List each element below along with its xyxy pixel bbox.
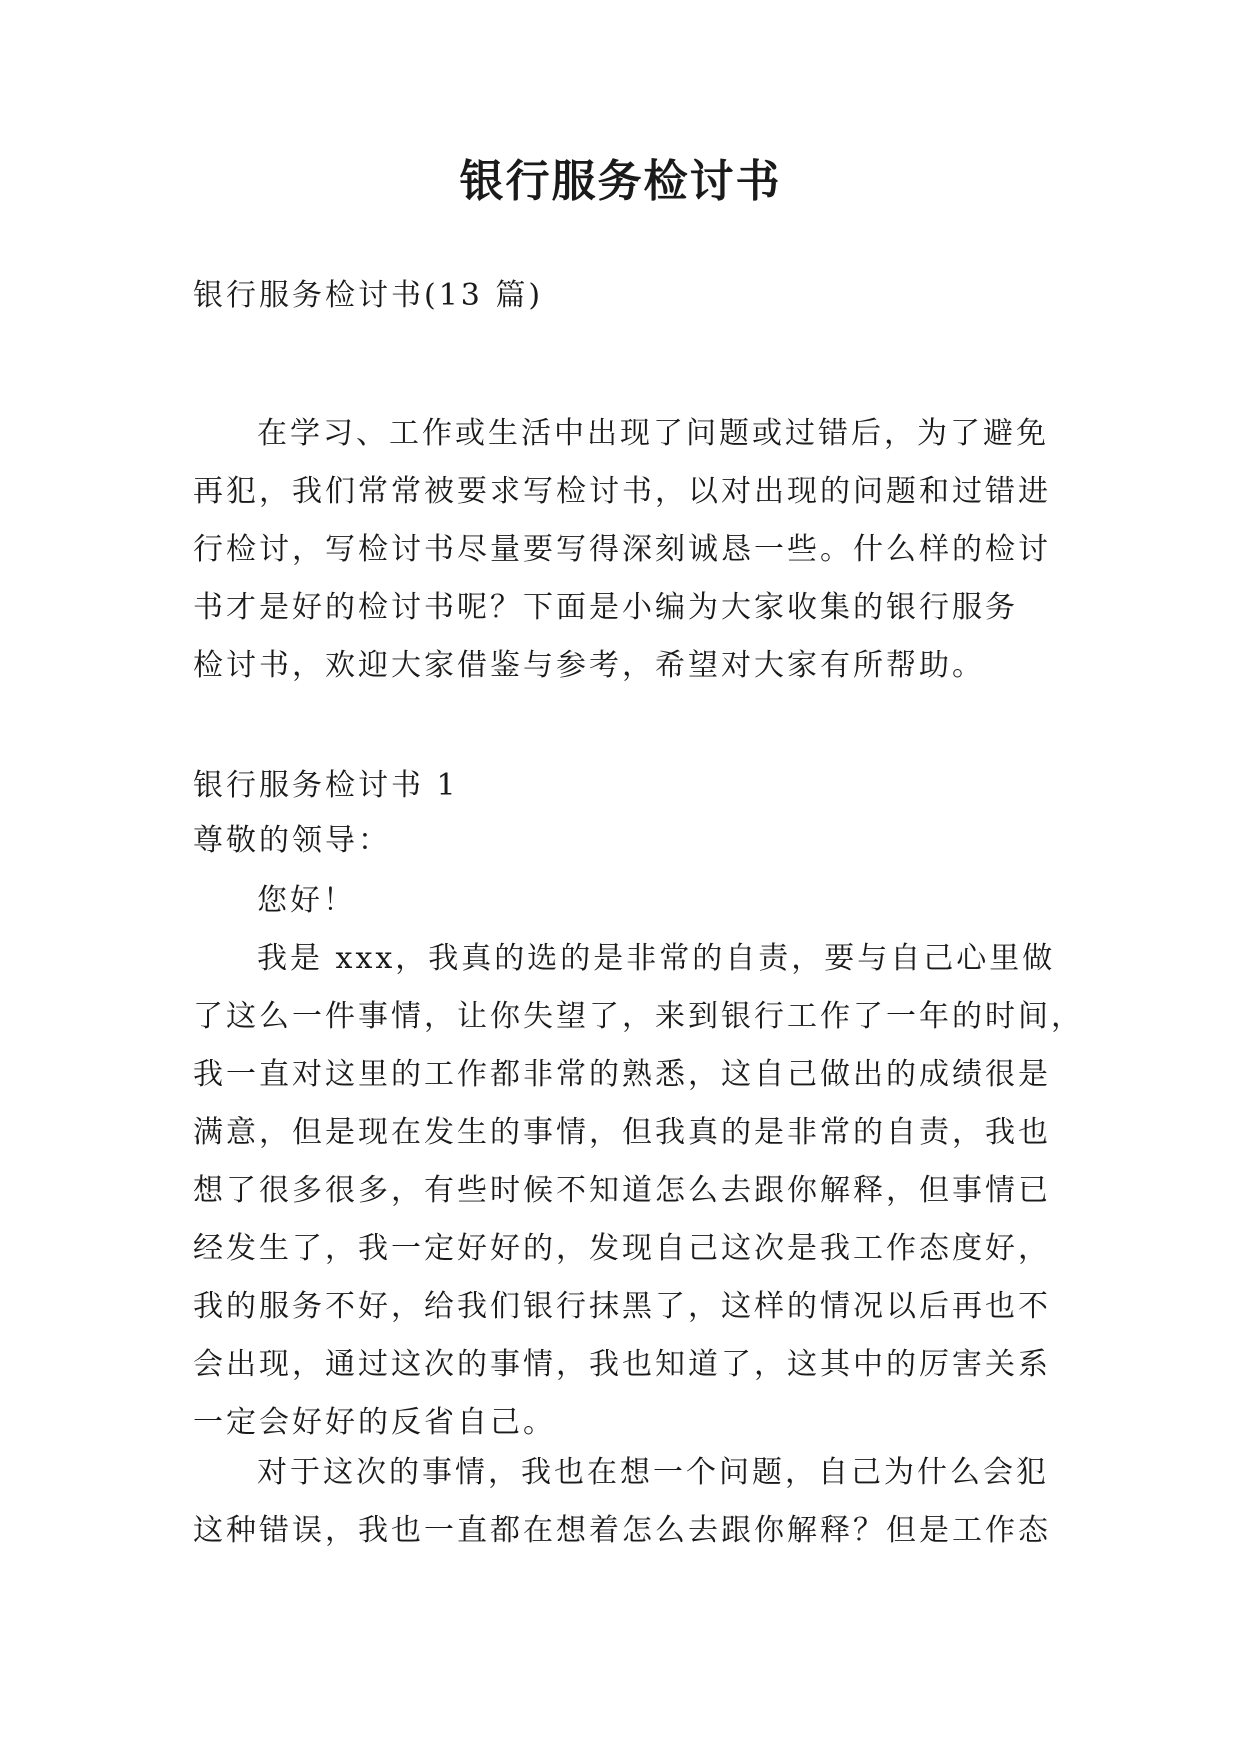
paragraph-line: 了这么一件事情，让你失望了，来到银行工作了一年的时间， [193, 999, 1084, 1034]
paragraph-line: 我是 xxx，我真的选的是非常的自责，要与自己心里做 [257, 941, 1056, 976]
intro-paragraph [193, 405, 1055, 695]
paragraph-line: 这种错误，我也一直都在想着怎么去跟你解释？但是工作态 [193, 1513, 1051, 1548]
paragraph-line: 会出现，通过这次的事情，我也知道了，这其中的厉害关系 [193, 1347, 1051, 1382]
letter-paragraph-2 [193, 1444, 1055, 1560]
salutation-text: 尊敬的领导： [193, 823, 391, 858]
letter-salutation [193, 812, 1055, 870]
letter-greeting [257, 872, 1119, 930]
intro-line: 检讨书，欢迎大家借鉴与参考，希望对大家有所帮助。 [193, 648, 985, 683]
section-heading [193, 757, 1055, 815]
paragraph-line: 满意，但是现在发生的事情，但我真的是非常的自责，我也 [193, 1115, 1051, 1150]
subtitle-text: 银行服务检讨书(13 篇) [193, 278, 544, 313]
paragraph-line: 一定会好好的反省自己。 [193, 1405, 556, 1440]
paragraph-line: 经发生了，我一定好好的，发现自己这次是我工作态度好， [193, 1231, 1051, 1266]
intro-line: 书才是好的检讨书呢？下面是小编为大家收集的银行服务 [193, 590, 1018, 625]
paragraph-line: 对于这次的事情，我也在想一个问题，自己为什么会犯 [257, 1455, 1049, 1490]
paragraph-line: 想了很多很多，有些时候不知道怎么去跟你解释，但事情已 [193, 1173, 1051, 1208]
intro-line: 行检讨，写检讨书尽量要写得深刻诚恳一些。什么样的检讨 [193, 532, 1051, 567]
paragraph-line: 我的服务不好，给我们银行抹黑了，这样的情况以后再也不 [193, 1289, 1051, 1324]
greeting-text: 您好！ [257, 883, 356, 918]
intro-line: 在学习、工作或生活中出现了问题或过错后，为了避免 [257, 416, 1049, 451]
paragraph-line: 我一直对这里的工作都非常的熟悉，这自己做出的成绩很是 [193, 1057, 1051, 1092]
intro-line: 再犯，我们常常被要求写检讨书，以对出现的问题和过错进 [193, 474, 1051, 509]
document-title: 银行服务检讨书 [459, 156, 782, 207]
document-subtitle [193, 267, 1055, 325]
section-heading-text: 银行服务检讨书 1 [193, 768, 459, 803]
letter-paragraph-1 [193, 930, 1084, 1452]
